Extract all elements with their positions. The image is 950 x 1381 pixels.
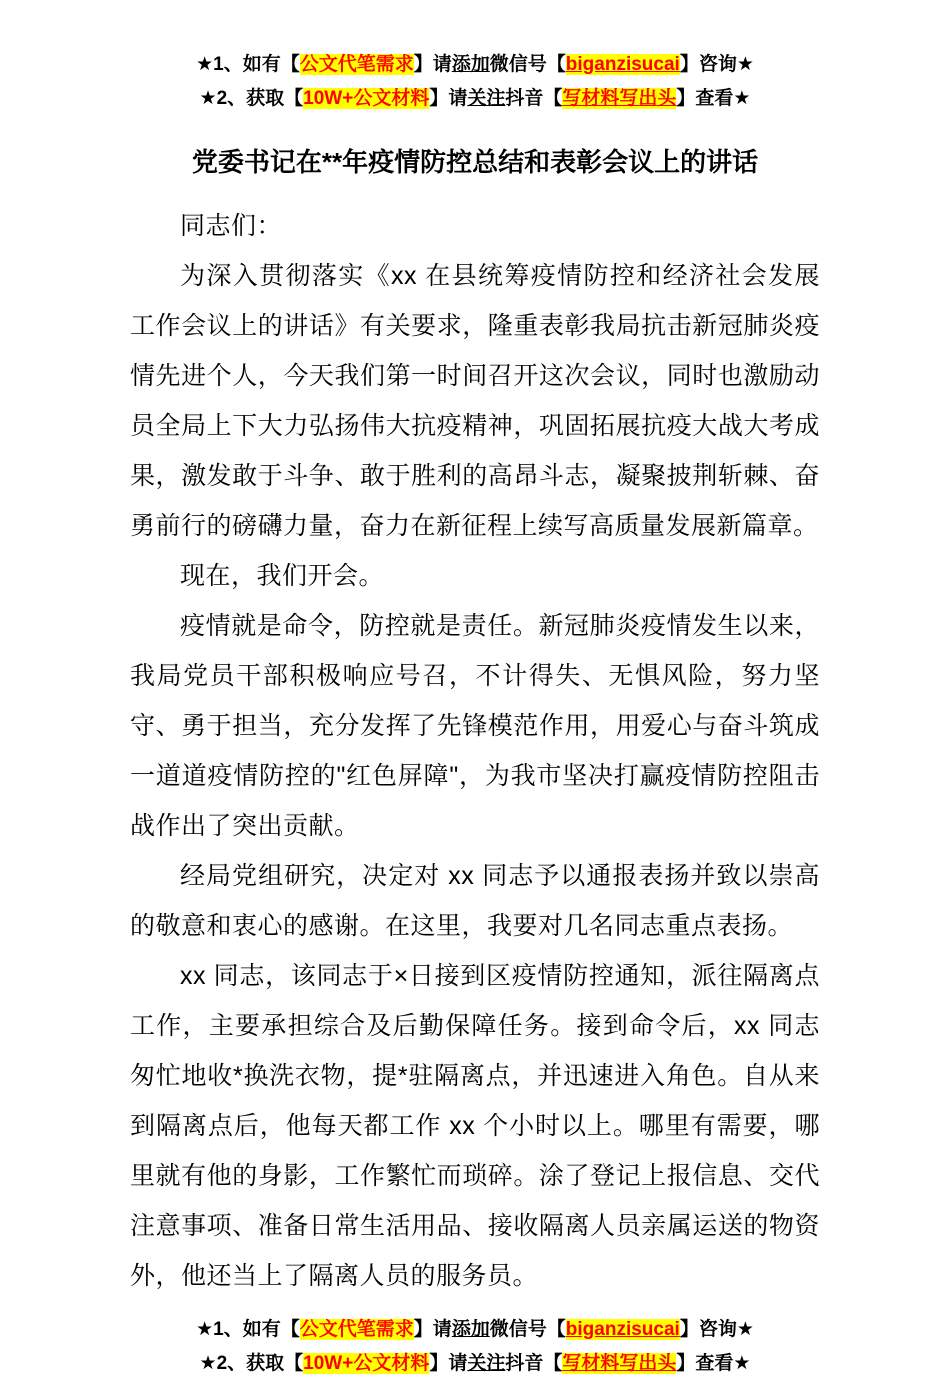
underlined-action-text: 关注 [467, 88, 506, 109]
paragraph: 经局党组研究，决定对 xx 同志予以通报表扬并致以崇高的敬意和衷心的感谢。在这里，我要对几名同志重点表扬。 [130, 862, 820, 940]
wechat-id: biganzisucai [565, 1319, 680, 1340]
douyin-account-name: 写材料写出头 [562, 1353, 677, 1374]
underlined-action-text: 关注 [467, 1353, 506, 1374]
paragraph: 为深入贯彻落实《xx 在县统筹疫情防控和经济社会发展工作会议上的讲话》有关要求，隆重表彰我局抗击新冠肺炎疫情先进个人，今天我们第一时间召开这次会议，同时也激励动员全局上下大力弘扬伟大抗疫精神，巩固拓展抗疫大战大考成果，激发敢于斗争、敢于胜利的高昂斗志，凝聚披荆斩棘、奋勇前行的磅礴力量，奋力在新征程上续写高质量发展新篇章。 [130, 262, 820, 540]
promo-header [130, 48, 820, 116]
promo-text: 】咨询★ [679, 1319, 754, 1340]
promo-footer [130, 1313, 820, 1381]
promo-text: ★1、如有【 [196, 54, 300, 75]
promo-header-line-2 [130, 82, 820, 116]
paragraph: 现在，我们开会。 [180, 562, 385, 590]
highlight-service-label: 公文代笔需求 [299, 54, 414, 75]
promo-text: 抖音【 [505, 1353, 563, 1374]
underlined-action-text: 添加 [451, 1319, 490, 1340]
promo-text: 】请 [429, 88, 468, 109]
promo-text: ★2、获取【 [199, 88, 304, 109]
wechat-id: biganzisucai [565, 54, 680, 75]
promo-text: 】咨询★ [679, 54, 754, 75]
highlight-material-label: 10W+公文材料 [303, 1353, 430, 1374]
promo-text: 】请 [429, 1353, 468, 1374]
highlight-material-label: 10W+公文材料 [303, 88, 430, 109]
highlight-service-label: 公文代笔需求 [299, 1319, 414, 1340]
paragraph: xx 同志，该同志于×日接到区疫情防控通知，派往隔离点工作，主要承担综合及后勤保障任务。接到命令后，xx 同志匆忙地收*换洗衣物，提*驻隔离点，并迅速进入角色。自从来到隔离点后，他每天都工作 xx 个小时以上。哪里有需要，哪里就有他的身影，工作繁忙而琐碎。涂了登记上报信息、交代注意事项、准备日常生活用品、接收隔离人员亲属运送的物资外，他还当上了隔离人员的服务员。 [130, 962, 820, 1290]
document-body [130, 201, 820, 1301]
douyin-account-name: 写材料写出头 [562, 88, 677, 109]
paragraph-salutation: 同志们： [180, 212, 283, 240]
promo-text: ★2、获取【 [199, 1353, 304, 1374]
promo-text: 】请 [413, 1319, 452, 1340]
promo-text: 】查看★ [676, 88, 751, 109]
paragraph: 疫情就是命令，防控就是责任。新冠肺炎疫情发生以来，我局党员干部积极响应号召，不计得失、无惧风险，努力坚守、勇于担当，充分发挥了先锋模范作用，用爱心与奋斗筑成一道道疫情防控的"红色屏障"，为我市坚决打赢疫情防控阻击战作出了突出贡献。 [130, 612, 820, 840]
document-title: 党委书记在**年疫情防控总结和表彰会议上的讲话 [191, 147, 759, 177]
promo-text: 微信号【 [489, 1319, 566, 1340]
underlined-action-text: 添加 [451, 54, 490, 75]
promo-text: ★1、如有【 [196, 1319, 300, 1340]
promo-text: 】请 [413, 54, 452, 75]
promo-header-line-1 [130, 48, 820, 82]
promo-footer-line-2 [130, 1347, 820, 1381]
promo-text: 】查看★ [676, 1353, 751, 1374]
promo-text: 微信号【 [489, 54, 566, 75]
promo-text: 抖音【 [505, 88, 563, 109]
promo-footer-line-1 [130, 1313, 820, 1347]
